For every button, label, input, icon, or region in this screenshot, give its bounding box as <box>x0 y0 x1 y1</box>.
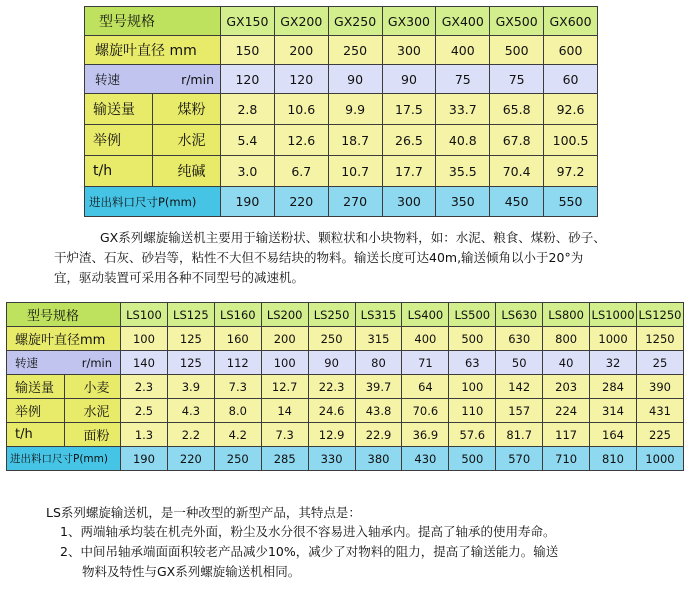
gx-capacity-cell: 6.7 <box>274 156 328 187</box>
ls-header-row <box>7 303 684 327</box>
gx-model-cell: GX300 <box>382 7 436 36</box>
ls-speed-cell: 90 <box>308 351 355 375</box>
ls-capacity-cell: 43.8 <box>355 399 402 423</box>
gx-port-cell: 450 <box>490 187 544 217</box>
ls-diameter-label: 螺旋叶直径mm <box>7 327 121 351</box>
ls-port-cell: 570 <box>496 447 543 471</box>
gx-capacity-cell: 70.4 <box>490 156 544 187</box>
ls-capacity-cell: 314 <box>590 399 637 423</box>
gx-description-line: 宜，驱动装置可采用各种不同型号的减速机。 <box>54 270 305 285</box>
gx-model-cell: GX250 <box>328 7 382 36</box>
ls-diameter-cell: 200 <box>261 327 308 351</box>
ls-capacity-cell: 39.7 <box>355 375 402 399</box>
ls-diameter-cell: 800 <box>543 327 590 351</box>
ls-speed-cell: 71 <box>402 351 449 375</box>
gx-capacity-cell: 100.5 <box>544 125 598 156</box>
ls-capacity-cell: 390 <box>636 375 683 399</box>
gx-capacity-cell: 10.6 <box>274 94 328 125</box>
ls-port-cell: 810 <box>590 447 637 471</box>
ls-speed-label <box>7 351 121 375</box>
ls-port-cell: 380 <box>355 447 402 471</box>
ls-port-cell: 1000 <box>636 447 683 471</box>
ls-speed-cell: 112 <box>214 351 261 375</box>
gx-port-cell: 300 <box>382 187 436 217</box>
ls-capacity-cell: 4.3 <box>167 399 214 423</box>
gx-capacity-cell: 9.9 <box>328 94 382 125</box>
gx-description-line: GX系列螺旋输送机主要用于输送粉状、颗粒状和小块物料，如：水泥、粮食、煤粉、砂子、 <box>100 230 606 245</box>
ls-port-row <box>7 447 684 471</box>
ls-model-cell: LS500 <box>449 303 496 327</box>
gx-capacity-cell: 97.2 <box>544 156 598 187</box>
ls-capacity-cell: 14 <box>261 399 308 423</box>
ls-port-label: 进出料口尺寸P(mm) <box>7 447 121 471</box>
gx-diameter-row <box>85 36 598 65</box>
ls-capacity-cell: 157 <box>496 399 543 423</box>
gx-port-label: 进出料口尺寸P(mm) <box>85 187 221 217</box>
gx-diameter-cell: 150 <box>221 36 275 65</box>
ls-model-cell: LS125 <box>167 303 214 327</box>
ls-diameter-cell: 315 <box>355 327 402 351</box>
gx-capacity-cell: 40.8 <box>436 125 490 156</box>
gx-diameter-cell: 200 <box>274 36 328 65</box>
gx-speed-cell: 90 <box>382 65 436 94</box>
ls-capacity-cell: 70.6 <box>402 399 449 423</box>
ls-port-cell: 220 <box>167 447 214 471</box>
gx-material-label: 煤粉 <box>153 94 221 125</box>
gx-port-cell: 350 <box>436 187 490 217</box>
ls-capacity-cell: 225 <box>636 423 683 447</box>
gx-capacity-row <box>85 156 598 187</box>
gx-diameter-cell: 400 <box>436 36 490 65</box>
ls-capacity-cell: 110 <box>449 399 496 423</box>
gx-capacity-cell: 35.5 <box>436 156 490 187</box>
ls-port-cell: 330 <box>308 447 355 471</box>
gx-header-label: 型号规格 <box>85 7 221 36</box>
ls-model-cell: LS200 <box>261 303 308 327</box>
gx-capacity-cell: 17.7 <box>382 156 436 187</box>
ls-description-line: 1、两端轴承均装在机壳外面，粉尘及水分很不容易进入轴承内。提高了轴承的使用寿命。 <box>60 524 556 539</box>
ls-diameter-cell: 250 <box>308 327 355 351</box>
ls-model-cell: LS400 <box>402 303 449 327</box>
ls-capacity-cell: 284 <box>590 375 637 399</box>
ls-capacity-label: 输送量 <box>7 375 65 399</box>
gx-header-row <box>85 7 598 36</box>
ls-capacity-label: 举例 <box>7 399 65 423</box>
gx-model-cell: GX600 <box>544 7 598 36</box>
ls-capacity-cell: 3.9 <box>167 375 214 399</box>
ls-capacity-cell: 142 <box>496 375 543 399</box>
ls-capacity-row <box>7 423 684 447</box>
ls-spec-table <box>6 302 684 471</box>
ls-description-line: 2、中间吊轴承端面面积较老产品减少10%，减少了对物料的阻力，提高了输送能力。输送 <box>60 544 559 559</box>
ls-capacity-cell: 4.2 <box>214 423 261 447</box>
ls-speed-cell: 40 <box>543 351 590 375</box>
gx-description-line: 干炉渣、石灰、砂岩等，粘性不大但不易结块的物料。输送长度可达40m,输送倾角以小于20°为 <box>54 250 584 265</box>
ls-description-line: LS系列螺旋输送机，是一种改型的新型产品，其特点是： <box>46 505 361 520</box>
gx-port-row <box>85 187 598 217</box>
gx-speed-cell: 120 <box>274 65 328 94</box>
ls-diameter-cell: 1000 <box>590 327 637 351</box>
ls-capacity-cell: 12.9 <box>308 423 355 447</box>
gx-spec-table <box>84 6 598 217</box>
ls-speed-unit: r/min <box>81 355 113 370</box>
ls-capacity-cell: 2.2 <box>167 423 214 447</box>
ls-speed-cell: 25 <box>636 351 683 375</box>
ls-capacity-cell: 2.5 <box>121 399 168 423</box>
ls-capacity-cell: 1.3 <box>121 423 168 447</box>
gx-speed-row <box>85 65 598 94</box>
ls-speed-cell: 32 <box>590 351 637 375</box>
gx-model-cell: GX500 <box>490 7 544 36</box>
ls-diameter-cell: 630 <box>496 327 543 351</box>
gx-capacity-cell: 18.7 <box>328 125 382 156</box>
ls-capacity-cell: 81.7 <box>496 423 543 447</box>
gx-speed-cell: 75 <box>490 65 544 94</box>
ls-model-cell: LS250 <box>308 303 355 327</box>
ls-capacity-cell: 7.3 <box>214 375 261 399</box>
gx-diameter-cell: 250 <box>328 36 382 65</box>
ls-capacity-cell: 431 <box>636 399 683 423</box>
ls-header-label: 型号规格 <box>7 303 121 327</box>
gx-capacity-cell: 26.5 <box>382 125 436 156</box>
ls-speed-row <box>7 351 684 375</box>
gx-capacity-label: 举例 <box>85 125 153 156</box>
ls-capacity-cell: 100 <box>449 375 496 399</box>
ls-model-cell: LS1250 <box>636 303 683 327</box>
gx-speed-cell: 120 <box>221 65 275 94</box>
ls-diameter-cell: 100 <box>121 327 168 351</box>
gx-speed-label <box>85 65 221 94</box>
ls-diameter-cell: 400 <box>402 327 449 351</box>
ls-diameter-row <box>7 327 684 351</box>
ls-capacity-cell: 22.3 <box>308 375 355 399</box>
ls-capacity-cell: 2.3 <box>121 375 168 399</box>
ls-speed-cell: 63 <box>449 351 496 375</box>
ls-description-line: 物料及特性与GX系列螺旋输送机相同。 <box>82 564 301 579</box>
gx-capacity-cell: 92.6 <box>544 94 598 125</box>
ls-speed-text: 转速 <box>15 355 38 370</box>
ls-speed-cell: 125 <box>167 351 214 375</box>
ls-capacity-label: t/h <box>7 423 65 447</box>
ls-capacity-cell: 22.9 <box>355 423 402 447</box>
ls-model-cell: LS315 <box>355 303 402 327</box>
ls-speed-cell: 100 <box>261 351 308 375</box>
gx-capacity-cell: 33.7 <box>436 94 490 125</box>
ls-material-label: 小麦 <box>65 375 121 399</box>
gx-speed-cell: 75 <box>436 65 490 94</box>
ls-port-cell: 710 <box>543 447 590 471</box>
gx-capacity-label: t/h <box>85 156 153 187</box>
gx-capacity-cell: 67.8 <box>490 125 544 156</box>
ls-material-label: 水泥 <box>65 399 121 423</box>
gx-material-label: 纯碱 <box>153 156 221 187</box>
gx-model-cell: GX150 <box>221 7 275 36</box>
ls-diameter-cell: 1250 <box>636 327 683 351</box>
gx-speed-text: 转速 <box>95 72 121 87</box>
ls-port-cell: 285 <box>261 447 308 471</box>
gx-diameter-cell: 300 <box>382 36 436 65</box>
gx-speed-cell: 90 <box>328 65 382 94</box>
ls-capacity-row <box>7 375 684 399</box>
gx-capacity-label: 输送量 <box>85 94 153 125</box>
gx-capacity-cell: 17.5 <box>382 94 436 125</box>
ls-model-cell: LS160 <box>214 303 261 327</box>
gx-diameter-cell: 600 <box>544 36 598 65</box>
ls-diameter-cell: 125 <box>167 327 214 351</box>
ls-port-cell: 190 <box>121 447 168 471</box>
gx-diameter-cell: 500 <box>490 36 544 65</box>
gx-port-cell: 190 <box>221 187 275 217</box>
ls-speed-cell: 50 <box>496 351 543 375</box>
gx-port-cell: 550 <box>544 187 598 217</box>
ls-capacity-cell: 203 <box>543 375 590 399</box>
ls-capacity-cell: 164 <box>590 423 637 447</box>
ls-model-cell: LS800 <box>543 303 590 327</box>
gx-model-cell: GX200 <box>274 7 328 36</box>
ls-material-label: 面粉 <box>65 423 121 447</box>
gx-port-cell: 220 <box>274 187 328 217</box>
gx-capacity-row <box>85 125 598 156</box>
gx-capacity-cell: 65.8 <box>490 94 544 125</box>
gx-capacity-cell: 12.6 <box>274 125 328 156</box>
gx-capacity-cell: 10.7 <box>328 156 382 187</box>
ls-speed-cell: 140 <box>121 351 168 375</box>
ls-port-cell: 500 <box>449 447 496 471</box>
ls-capacity-cell: 7.3 <box>261 423 308 447</box>
gx-capacity-cell: 3.0 <box>221 156 275 187</box>
ls-diameter-cell: 500 <box>449 327 496 351</box>
ls-port-cell: 250 <box>214 447 261 471</box>
ls-capacity-cell: 24.6 <box>308 399 355 423</box>
gx-capacity-cell: 2.8 <box>221 94 275 125</box>
ls-diameter-cell: 160 <box>214 327 261 351</box>
ls-model-cell: LS1000 <box>590 303 637 327</box>
gx-material-label: 水泥 <box>153 125 221 156</box>
ls-port-cell: 430 <box>402 447 449 471</box>
gx-port-cell: 270 <box>328 187 382 217</box>
gx-model-cell: GX400 <box>436 7 490 36</box>
ls-model-cell: LS100 <box>121 303 168 327</box>
gx-speed-cell: 60 <box>544 65 598 94</box>
ls-capacity-cell: 36.9 <box>402 423 449 447</box>
ls-capacity-cell: 8.0 <box>214 399 261 423</box>
gx-capacity-row <box>85 94 598 125</box>
ls-capacity-cell: 224 <box>543 399 590 423</box>
gx-diameter-label: 螺旋叶直径 mm <box>85 36 221 65</box>
ls-speed-cell: 80 <box>355 351 402 375</box>
ls-capacity-cell: 57.6 <box>449 423 496 447</box>
ls-capacity-row <box>7 399 684 423</box>
gx-speed-unit: r/min <box>181 71 214 87</box>
ls-capacity-cell: 64 <box>402 375 449 399</box>
ls-model-cell: LS630 <box>496 303 543 327</box>
ls-capacity-cell: 12.7 <box>261 375 308 399</box>
ls-capacity-cell: 117 <box>543 423 590 447</box>
gx-capacity-cell: 5.4 <box>221 125 275 156</box>
